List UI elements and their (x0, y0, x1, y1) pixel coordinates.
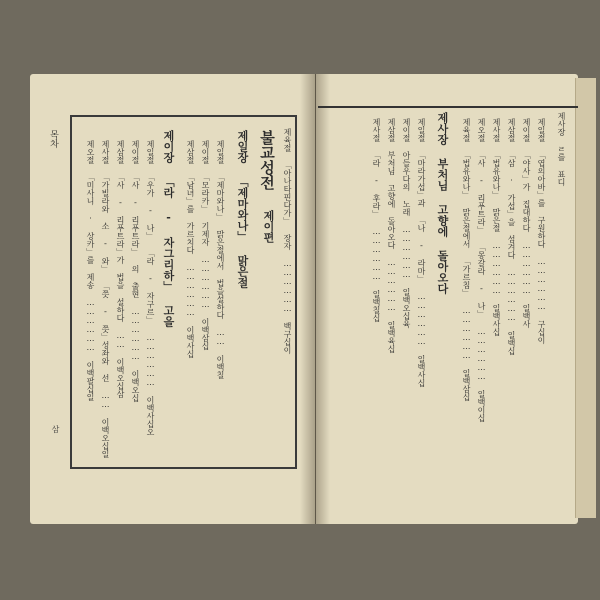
book-gutter (300, 74, 330, 524)
toc-entry: 제오절 「미사니 · 상카」를 제송 ……………… 이백팔십일 (86, 140, 95, 401)
toc-entry: 제일절 「우가 - 나」 「라 - 자구르」 ……………… 이백사십오 (146, 140, 155, 436)
toc-entry: 제일절 「마라가섭」과 「나 - 라마」 ……………… 일백사십 (417, 118, 426, 387)
part-suffix: 제이편 (262, 210, 275, 243)
toc-entry: 제육절 「법유와나」 맑은절에서 「가르침」 ……………… 일백삼십 (462, 118, 471, 401)
toc-entry: 제이절 아들우다의 노래 ……………… 일백오십육 (402, 118, 411, 328)
page-edges (575, 78, 596, 518)
toc-entry: 제사절 「가빌라와 소 - 와」 「쯧 - 쯧」성좌와 선 …… 이백오십일 (101, 140, 110, 458)
toc-entry: 제사절 「라 - 후라」 ……………… 일백칠십 (372, 118, 381, 322)
toc-entry: 제삼절 「사 - 리푸트라」가 법을 설하다 …… 이백오십삼 (116, 140, 125, 398)
page-number: 삼 (51, 425, 60, 433)
toc-entry: 제이절 「사 - 리푸트라」 의 출현 ……………… 이백오십 (131, 140, 140, 402)
toc-entry: 제오절 「사 - 리푸트라」 「몽갈라 - 나」 ……………… 일백이십 (477, 118, 486, 422)
part-title-text: 불교성전 (258, 130, 276, 190)
footer-label: 목차 (48, 130, 58, 148)
chapter-title: 제사장 부처님 고향에 돌아오다 (436, 112, 449, 294)
toc-entry: 제사절 「법유와나」 맑은절 ……………… 일백사십 (492, 118, 501, 336)
part-title (258, 130, 276, 190)
top-rule (318, 106, 578, 108)
toc-entry: 제이절 「모라카」 기제자 ……………… 이백삼십 (201, 140, 210, 350)
toc-entry: 제삼절 부처님 고향에 돌아오다 ……………… 일백육십 (387, 118, 396, 353)
toc-entry: 제일절 「제마와나」 맑은절에서 법을설하다 …… 이백칠 (216, 140, 225, 379)
toc-entry: 제일절 「엽의아바」를 구원하다 ……………… 구십이 (537, 118, 546, 344)
toc-entry: 제이절 「야사」가 집대하다 ……………… 일백사 (522, 118, 531, 328)
toc-entry-header: 제육절 「아나타핀다가」 장자 ……………… 백구십이 (283, 128, 292, 354)
toc-entry: 제삼절 「남녀」를 가르치다 ……………… 이백사십 (186, 140, 195, 358)
chapter-2-title: 제이장 「라 - 자그리하」 고을 (162, 130, 175, 327)
toc-entry: 제삼절 「삼 · 가섭」을 섬겨다 ……………… 일백십 (507, 118, 516, 355)
toc-entry-top-label: 제사장 ㄹ를 표디 (557, 112, 566, 186)
chapter-1-title: 제일장 「제마와나」 맑은절 (236, 130, 249, 288)
